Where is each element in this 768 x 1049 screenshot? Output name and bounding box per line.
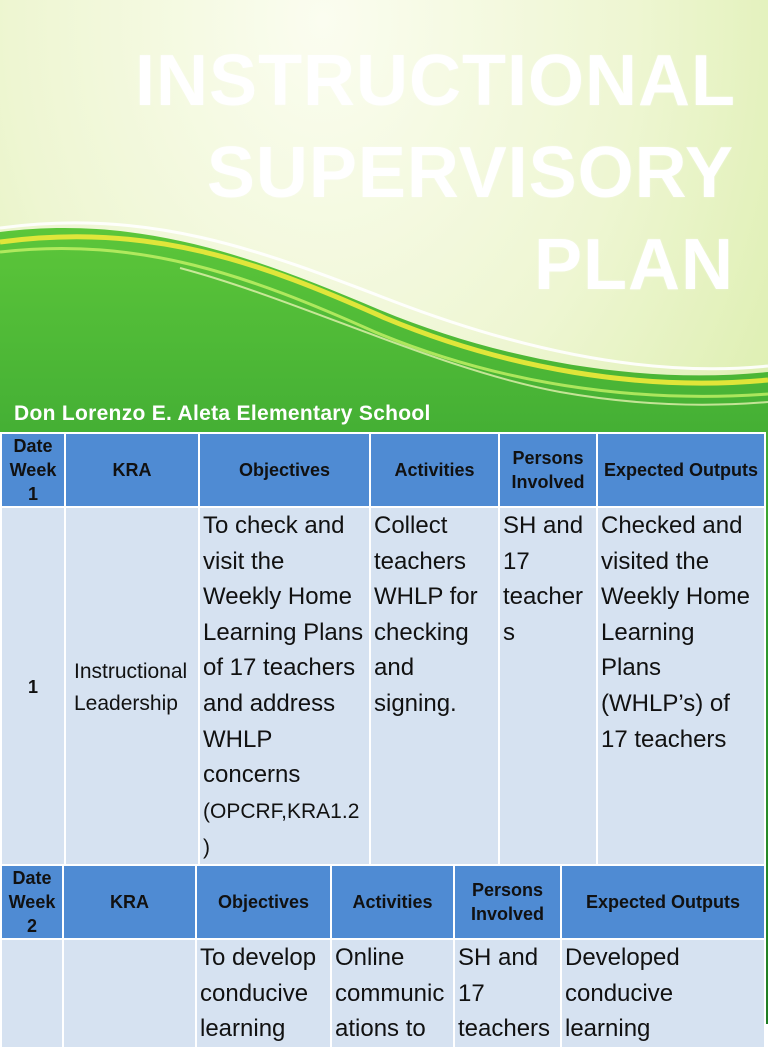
week1-plan-table: [0, 432, 766, 869]
title-line-2: SUPERVISORY: [206, 133, 734, 213]
objectives-text: To check and visit the Weekly Home Learning Plans of 17 teachers and address WHLP concerns: [203, 512, 364, 789]
week1-outputs-cell: Checked and visited the Weekly Home Learning Plans (WHLP’s) of 17 teachers: [597, 507, 765, 868]
week1-persons-header: Persons Involved: [499, 433, 597, 507]
week1-kra-cell: Instructional Leadership: [65, 507, 199, 868]
week2-kra-header: KRA: [63, 865, 196, 939]
week1-activities-cell: Collect teachers WHLP for checking and signing.: [370, 507, 499, 868]
week1-kra-header: KRA: [65, 433, 199, 507]
week1-persons-cell: SH and 17 teacher s: [499, 507, 597, 868]
objectives-reference: (OPCRF,KRA1.2 ): [203, 799, 360, 860]
week2-activities-header: Activities: [331, 865, 454, 939]
week2-date-header: [1, 865, 63, 939]
week-label: Week 2: [8, 892, 56, 936]
week1-row-1: [1, 507, 765, 868]
title-line-3: PLAN: [534, 225, 734, 305]
date-label: Date: [12, 868, 52, 888]
week1-header-row: [1, 433, 765, 507]
week1-date-header: [1, 433, 65, 507]
week2-outputs-header: Expected Outputs: [561, 865, 765, 939]
week1-activities-header: Activities: [370, 433, 499, 507]
week2-row-1: [1, 939, 765, 1048]
week1-row-number: 1: [1, 507, 65, 868]
week2-persons-cell: SH and 17 teachers: [454, 939, 561, 1048]
title-line-1: INSTRUCTIONAL: [135, 41, 736, 121]
week2-plan-table: [0, 864, 766, 1049]
week2-objectives-header: Objectives: [196, 865, 331, 939]
week1-objectives-header: Objectives: [199, 433, 370, 507]
week2-activities-cell: Online communic ations to: [331, 939, 454, 1048]
week-label: Week 1: [9, 460, 57, 504]
week2-objectives-cell: To develop conducive learning: [196, 939, 331, 1048]
week2-kra-cell: [63, 939, 196, 1048]
week2-row-number: [1, 939, 63, 1048]
week1-outputs-header: Expected Outputs: [597, 433, 765, 507]
school-name: Don Lorenzo E. Aleta Elementary School: [14, 402, 431, 425]
week1-objectives-cell: [199, 507, 370, 868]
week2-persons-header: Persons Involved: [454, 865, 561, 939]
week2-header-row: [1, 865, 765, 939]
week2-outputs-cell: Developed conducive learning: [561, 939, 765, 1048]
date-label: Date: [13, 436, 53, 456]
